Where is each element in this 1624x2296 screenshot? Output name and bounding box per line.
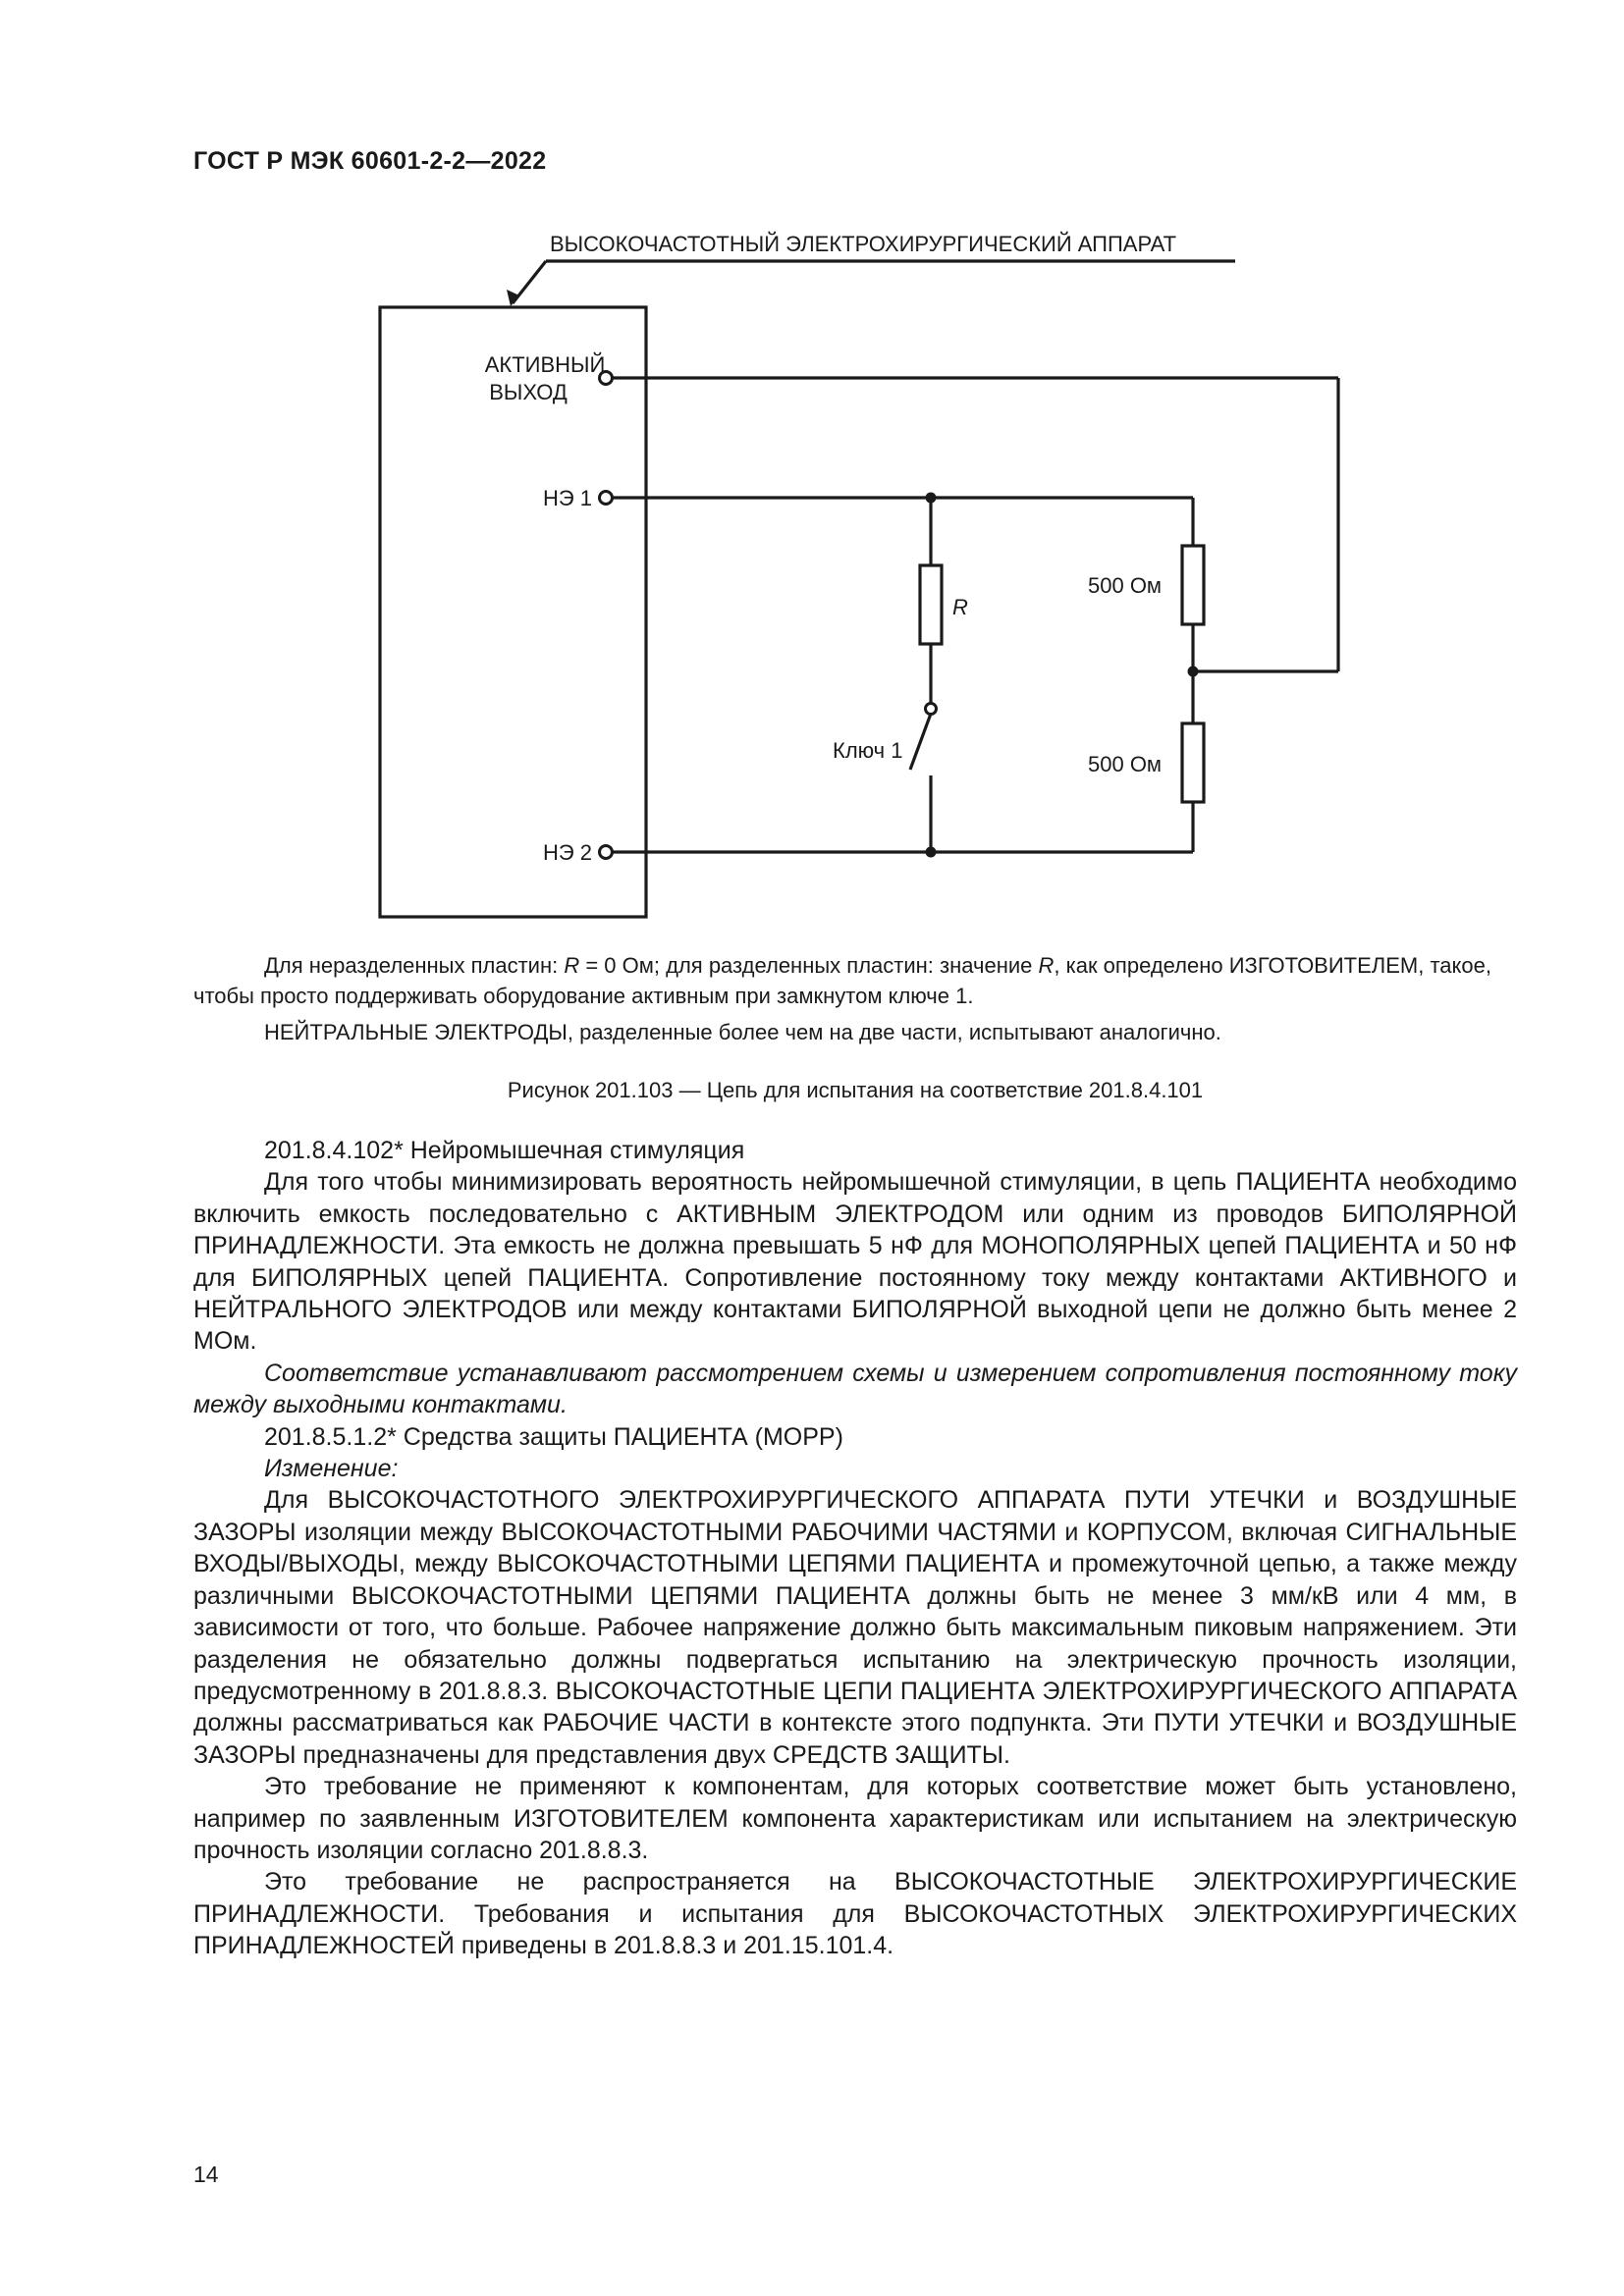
resistor-top-label: 500 Ом [1088, 573, 1163, 598]
paragraph: Это требование не применяют к компонентам, для которых соответствие может быть установлено, например по заявленным ИЗГОТОВИТЕЛЕМ компонента характеристикам или испытанием на электрическую прочность изоляции согласно 201.8.8.3. [193, 1773, 1517, 1864]
switch-label: Ключ 1 [833, 738, 903, 763]
section-heading: 201.8.5.1.2* Средства защиты ПАЦИЕНТА (МОРР) [264, 1422, 843, 1451]
active-output-label-2: ВЫХОД [489, 380, 568, 404]
resistor-r [920, 565, 942, 644]
page-number: 14 [193, 2162, 219, 2187]
switch-1 [910, 714, 931, 770]
document-header: ГОСТ Р МЭК 60601-2-2—2022 [193, 147, 547, 175]
resistor-500-top [1182, 546, 1204, 624]
device-title-label: ВЫСОКОЧАСТОТНЫЙ ЭЛЕКТРОХИРУРГИЧЕСКИЙ АППАРАТ [550, 232, 1177, 256]
ne1-label: НЭ 1 [542, 486, 592, 510]
compliance-paragraph: Соответствие устанавливают рассмотрением схемы и измерением сопротивления постоянному току между выходными контактами. [193, 1359, 1517, 1419]
figure-note-2: НЕЙТРАЛЬНЫЕ ЭЛЕКТРОДЫ, разделенные более чем на две части, испытывают аналогично. [264, 1020, 1221, 1044]
resistor-bottom-label: 500 Ом [1088, 752, 1163, 776]
section-heading: 201.8.4.102* Нейромышечная стимуляция [264, 1137, 745, 1164]
switch-contact [926, 704, 937, 715]
body-text [193, 1135, 1517, 1962]
figure-caption: Рисунок 201.103 — Цепь для испытания на соответствие 201.8.4.101 [507, 1078, 1204, 1102]
ne2-label: НЭ 2 [542, 840, 592, 865]
active-output-label-1: АКТИВНЫЙ [484, 352, 606, 377]
amendment-label: Изменение: [264, 1455, 399, 1483]
ne2-terminal [600, 846, 613, 859]
figure-note-1: Для неразделенных пластин: R = 0 Ом; для разделенных пластин: значение R, как определено ИЗГОТОВИТЕЛЕМ, такое, чтобы просто поддерживать оборудование активным при замкнутом ключе 1. [193, 953, 1491, 1008]
paragraph: Для того чтобы минимизировать вероятность нейромышечной стимуляции, в цепь ПАЦИЕНТА необходимо включить емкость последовательно с АКТИВНЫМ ЭЛЕКТРОДОМ или одним из проводов БИПОЛЯРНОЙ ПРИНАДЛЕЖНОСТИ. Эта емкость не должна превышать 5 нФ для МОНОПОЛЯРНЫХ цепей ПАЦИЕНТА и 50 нФ для БИПОЛЯРНЫХ цепей ПАЦИЕНТА. Сопротивление постоянному току между контактами АКТИВНОГО и НЕЙТРАЛЬНОГО ЭЛЕКТРОДОВ или между контактами БИПОЛЯРНОЙ выходной цепи не должно быть менее 2 МОм. [193, 1168, 1517, 1356]
paragraph: Это требование не распространяется на ВЫСОКОЧАСТОТНЫЕ ЭЛЕКТРОХИРУРГИЧЕСКИЕ ПРИНАДЛЕЖНОСТИ. Требования и испытания для ВЫСОКОЧАСТОТНЫХ ЭЛЕКТРОХИРУРГИЧЕСКИХ ПРИНАДЛЕЖНОСТЕЙ приведены в 201.8.8.3 и 201.15.101.4. [193, 1868, 1517, 1960]
resistor-500-bottom [1182, 723, 1204, 802]
resistor-r-label: R [952, 595, 968, 619]
ne1-terminal [600, 492, 613, 505]
circuit-diagram [0, 0, 1624, 942]
paragraph: Для ВЫСОКОЧАСТОТНОГО ЭЛЕКТРОХИРУРГИЧЕСКОГО АППАРАТА ПУТИ УТЕЧКИ и ВОЗДУШНЫЕ ЗАЗОРЫ изоляции между ВЫСОКОЧАСТОТНЫМИ РАБОЧИМИ ЧАСТЯМИ и КОРПУСОМ, включая СИГНАЛЬНЫЕ ВХОДЫ/ВЫХОДЫ, между ВЫСОКОЧАСТОТНЫМИ ЦЕПЯМИ ПАЦИЕНТА и промежуточной цепью, а также между различными ВЫСОКОЧАСТОТНЫМИ ЦЕПЯМИ ПАЦИЕНТА должны быть не менее 3 мм/кВ или 4 мм, в зависимости от того, что больше. Рабочее напряжение должно быть максимальным пиковым напряжением. Эти разделения не обязательно должны подвергаться испытанию на электрическую прочность изоляции, предусмотренному в 201.8.8.3. ВЫСОКОЧАСТОТНЫЕ ЦЕПИ ПАЦИЕНТА ЭЛЕКТРОХИРУРГИЧЕСКОГО АППАРАТА должны рассматриваться как РАБОЧИЕ ЧАСТИ в контексте этого подпункта. Эти ПУТИ УТЕЧКИ и ВОЗДУШНЫЕ ЗАЗОРЫ предназначены для представления двух СРЕДСТВ ЗАЩИТЫ. [193, 1486, 1517, 1769]
